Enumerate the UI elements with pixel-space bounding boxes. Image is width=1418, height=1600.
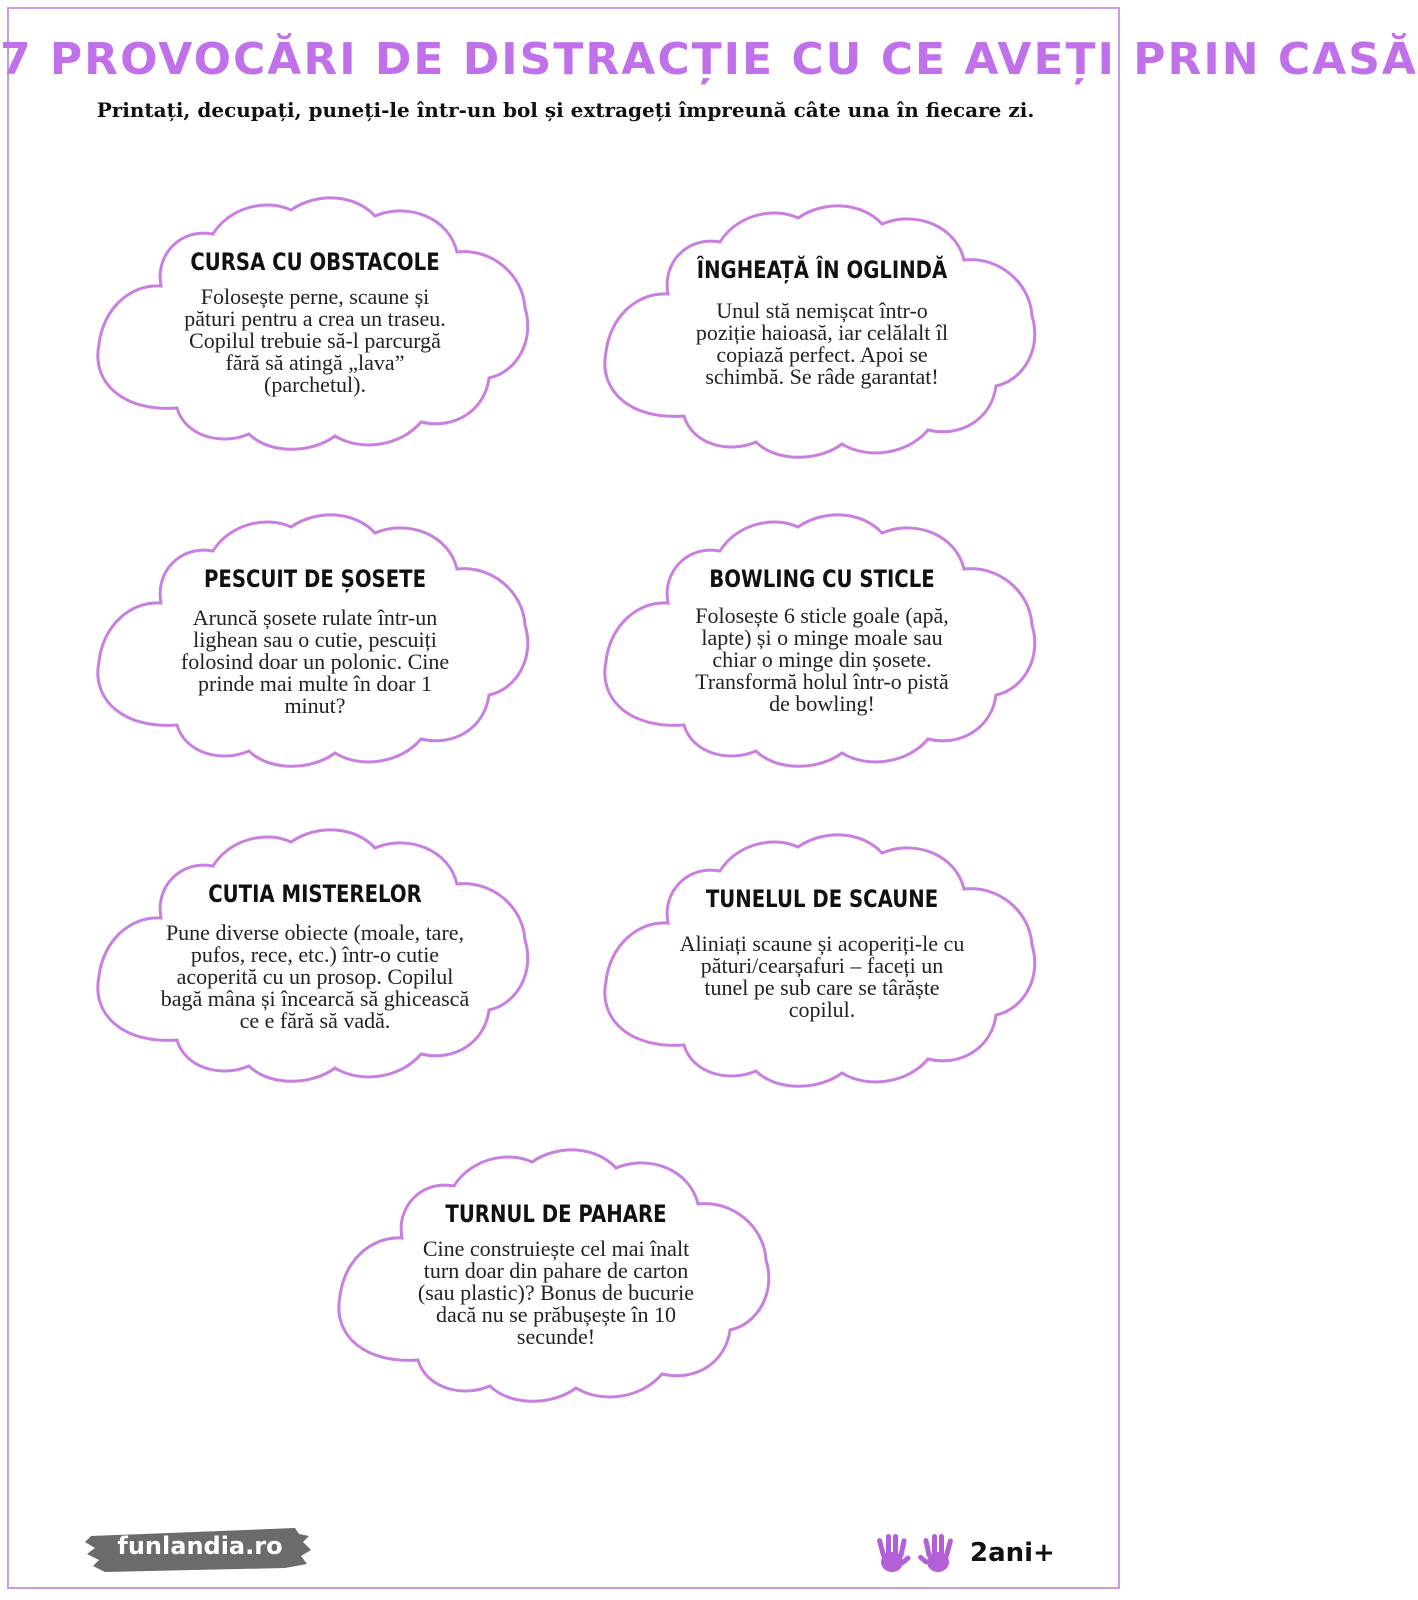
card-line: copiază perfect. Apoi se [716, 342, 928, 367]
card-title: PESCUIT DE ȘOSETE [203, 565, 427, 593]
card-line: bagă mâna și încearcă să ghicească [160, 986, 470, 1011]
card-line: lapte) și o minge moale sau [701, 625, 943, 650]
hand-print-icon [872, 1532, 914, 1576]
card-text [160, 286, 470, 396]
card-line: de bowling! [769, 691, 875, 716]
card-line: poziție haioasă, iar celălalt îl [695, 320, 949, 345]
card-text [140, 922, 490, 1032]
card-line: dacă nu se prăbușește în 10 [435, 1302, 677, 1327]
page-subtitle: Printați, decupați, puneți-le într-un bol și extrageți împreună câte una în fiecare zi. [96, 98, 1035, 122]
challenge-card [592, 505, 1052, 775]
card-line: acoperită cu un prosop. Copilul [176, 964, 454, 989]
card-line: chiar o minge din șosete. [712, 647, 932, 672]
card-line: pături/cearșafuri – faceți un [700, 953, 944, 978]
challenge-card [592, 825, 1052, 1095]
card-line: Copilul trebuie să-l parcurgă [189, 328, 441, 353]
card-line: schimbă. Se râde garantat! [705, 364, 939, 389]
card-title: CUTIA MISTERELOR [208, 880, 422, 908]
card-line: tunel pe sub care se târăște [704, 975, 940, 1000]
card-text [401, 1238, 711, 1348]
card-line: secunde! [516, 1324, 596, 1349]
card-line: Transformă holul într-o pistă [695, 669, 949, 694]
challenge-card [85, 820, 545, 1090]
card-title: CURSA CU OBSTACOLE [190, 248, 440, 276]
card-text [160, 607, 470, 717]
brand-name: funlandia.ro [117, 1532, 283, 1560]
card-line: Unul stă nemișcat într-o [716, 298, 928, 323]
card-line: pături pentru a crea un traseu. [184, 306, 446, 331]
card-title: TURNUL DE PAHARE [445, 1200, 667, 1228]
card-line: Aliniați scaune și acoperiți-le cu [679, 931, 965, 956]
card-title: BOWLING CU STICLE [709, 565, 935, 593]
card-line: copilul. [788, 997, 856, 1022]
card-title: TUNELUL DE SCAUNE [705, 885, 939, 913]
card-line: turn doar din pahare de carton [423, 1258, 689, 1283]
card-text [652, 933, 992, 1021]
challenge-card [85, 188, 545, 458]
card-line: (sau plastic)? Bonus de bucurie [417, 1280, 695, 1305]
page-title: 7 PROVOCĂRI DE DISTRACȚIE CU CE AVEȚI PRIN CASĂ [0, 34, 1418, 85]
card-title: ÎNGHEAȚĂ ÎN OGLINDĂ [696, 256, 948, 284]
age-label: 2ani+ [970, 1538, 1055, 1568]
card-line: lighean sau o cutie, pescuiți [193, 627, 437, 652]
card-line: Folosește perne, scaune și [200, 284, 430, 309]
challenge-card [592, 196, 1052, 466]
card-line: (parchetul). [264, 372, 366, 397]
challenge-card [85, 505, 545, 775]
card-line: prinde mai multe în doar 1 [198, 671, 432, 696]
card-text [667, 605, 977, 715]
card-line: Pune diverse obiecte (moale, tare, [165, 920, 465, 945]
card-text [667, 300, 977, 388]
card-line: fără să atingă „lava” [225, 350, 405, 375]
card-line: Folosește 6 sticle goale (apă, [695, 603, 949, 628]
card-line: ce e fără să vadă. [239, 1008, 391, 1033]
hand-print-icon [916, 1532, 958, 1576]
brand-logo[interactable] [85, 1522, 315, 1576]
card-line: Aruncă șosete rulate într-un [192, 605, 438, 630]
age-badge [872, 1532, 1072, 1578]
card-line: minut? [284, 693, 346, 718]
card-line: pufos, rece, etc.) într-o cutie [190, 942, 440, 967]
card-line: Cine construiește cel mai înalt [422, 1236, 690, 1261]
card-line: folosind doar un polonic. Cine [180, 649, 450, 674]
challenge-card [326, 1140, 786, 1410]
